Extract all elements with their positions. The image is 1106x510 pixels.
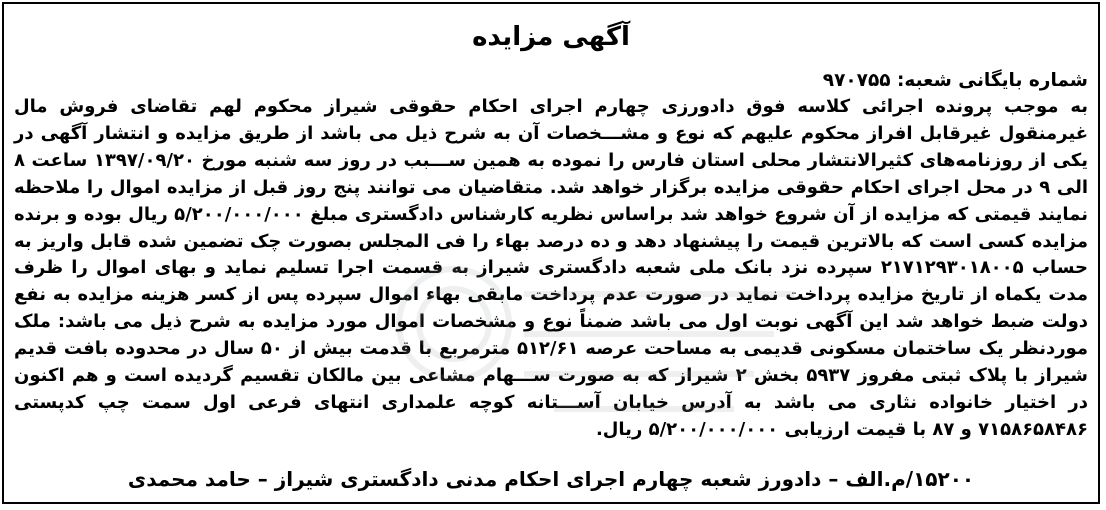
archive-number: شماره بایگانی شعبه: ۹۷۰۷۵۵ bbox=[822, 70, 1088, 91]
notice-title: آگهی مزایده bbox=[472, 22, 630, 52]
notice-footer: ۱۵۲۰۰/م.الف – دادورز شعبه چهارم اجرای احکام مدنی دادگستری شیراز – حامد محمدی bbox=[127, 467, 975, 491]
notice-frame bbox=[2, 2, 1100, 504]
notice-body: به موجب پرونده اجرائی کلاسه فوق دادورزی چهارم اجرای احکام حقوقی شیراز محکوم لهم تقاضای فروش مال غیرمنقول غیرقابل افراز محکوم علیهم که نوع و مشـــخصات آن به شرح ذیل می باشد از طریق مزایده و انتشار آگهی در یکی از روزنامه‌های کثیرالانتشار محلی استان فارس را نموده به همین ســـبب در روز سه شنبه مورخ ۱۳۹۷/۰۹/۲۰ ساعت ۸ الی ۹ در محل اجرای احکام حقوقی مزایده برگزار خواهد شد. متقاضیان می توانند پنج روز قبل از مزایده اموال را ملاحظه نمایند قیمتی که مزایده از آن شروع خواهد شد براساس نظریه کارشناس دادگستری مبلغ ۵/۲۰۰/۰۰۰/۰۰۰ ریال بوده و برنده مزایده کسی است که بالاترین قیمت را پیشنهاد دهد و ده درصد بهاء را فی المجلس بصورت چک تضمین شده قابل واریز به حساب ۲۱۷۱۲۹۳۰۱۸۰۰۵ سپرده نزد بانک ملی شعبه دادگستری شیراز به قسمت اجرا تسلیم نماید و بهای اموال را ظرف مدت یکماه از تاریخ مزایده پرداخت نماید در صورت عدم پرداخت مابقی بهاء اموال سپرده پس از کسر هزینه مزایده به نفع دولت ضبط خواهد شد این آگهی نوبت اول می باشد ضمناً نوع و مشخصات اموال مورد مزایده به شرح ذیل می باشد: ملک موردنظر یک ساختمان مسکونی قدیمی به مساحت عرصه ۵۱۲/۶۱ مترمربع با قدمت بیش از ۵۰ سال در محدوده بافت قدیم شیراز با پلاک ثبتی مفروز ۵۹۳۷ بخش ۲ شیراز که به صورت ســـهام مشاعی بین مالکان تقسیم گردیده است و هم اکنون در اختیار خانواده نثاری می باشد به آدرس خیابان آســـتانه کوچه علمداری انتهای فرعی اول سمت چپ کدپستی ۷۱۵۸۶۵۸۴۸۶ و ۸۷ با قیمت ارزیابی ۵/۲۰۰/۰۰۰/۰۰۰ ریال. bbox=[14, 96, 1089, 440]
